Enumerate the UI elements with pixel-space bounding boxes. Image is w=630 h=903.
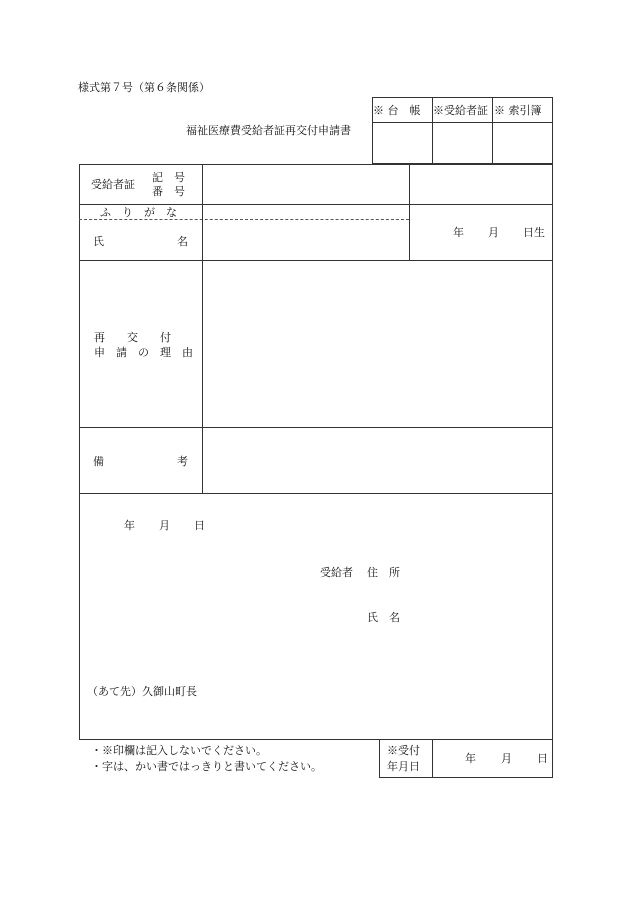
birth-day-label: 日生 bbox=[523, 226, 545, 239]
application-month-label: 月 bbox=[159, 519, 170, 532]
office-index-field[interactable] bbox=[493, 123, 552, 163]
office-ledger-label: ※ 台 帳 bbox=[373, 104, 421, 117]
footer-note-1: ・※印欄は記入しないでください。 bbox=[91, 744, 267, 757]
application-day-label: 日 bbox=[194, 519, 205, 532]
birthdate-field[interactable] bbox=[411, 206, 551, 259]
row-divider-reason bbox=[79, 427, 553, 428]
application-year-label: 年 bbox=[124, 519, 135, 532]
row-divider-name bbox=[79, 260, 553, 261]
cert-label: 受給者証 bbox=[91, 178, 135, 191]
receipt-label-1: ※受付 bbox=[387, 744, 420, 757]
receipt-month-label: 月 bbox=[501, 752, 512, 765]
applicant-name-label: 氏 名 bbox=[367, 611, 400, 624]
application-date-field[interactable] bbox=[100, 515, 210, 535]
row-divider-remarks bbox=[79, 493, 553, 494]
cert-number-field[interactable] bbox=[204, 166, 408, 203]
receipt-date-field[interactable] bbox=[434, 741, 552, 777]
applicant-label: 受給者 bbox=[320, 566, 353, 579]
receipt-year-label: 年 bbox=[465, 752, 476, 765]
birth-month-label: 月 bbox=[488, 226, 499, 239]
applicant-name-field[interactable] bbox=[405, 607, 545, 627]
office-cert-field[interactable] bbox=[433, 123, 491, 163]
receipt-divider bbox=[432, 739, 433, 778]
furigana-label: ふ り が な bbox=[100, 206, 177, 219]
cert-kigou-label: 記 号 bbox=[152, 171, 185, 184]
office-cert-label: ※受給者証 bbox=[433, 104, 488, 117]
reason-field[interactable] bbox=[204, 262, 551, 426]
office-ledger-field[interactable] bbox=[373, 123, 431, 163]
reason-label-line2: 申 請 の 理 由 bbox=[94, 346, 193, 359]
remarks-field[interactable] bbox=[204, 429, 551, 492]
remarks-label-1: 備 bbox=[93, 455, 104, 468]
name-label-2: 名 bbox=[177, 235, 188, 248]
form-title: 福祉医療費受給者証再交付申請書 bbox=[186, 124, 351, 137]
birthdate-column-divider bbox=[409, 164, 410, 260]
birth-year-label: 年 bbox=[453, 226, 464, 239]
footer-note-2: ・字は、かい書ではっきりと書いてください。 bbox=[91, 760, 322, 773]
applicant-address-label: 住 所 bbox=[367, 566, 400, 579]
name-label-1: 氏 bbox=[93, 235, 104, 248]
row-divider-cert bbox=[79, 204, 553, 205]
receipt-day-label: 日 bbox=[537, 752, 548, 765]
addressee: （あて先）久御山町長 bbox=[87, 685, 197, 698]
label-column-divider bbox=[202, 164, 203, 493]
furigana-field[interactable] bbox=[204, 206, 408, 218]
cert-extra-field[interactable] bbox=[411, 166, 551, 203]
form-number: 様式第７号（第６条関係） bbox=[78, 81, 210, 94]
applicant-address-field[interactable] bbox=[405, 562, 545, 582]
cert-bangou-label: 番 号 bbox=[152, 185, 185, 198]
reason-label-line1: 再 交 付 bbox=[94, 331, 171, 344]
furigana-divider bbox=[79, 219, 409, 220]
receipt-label-2: 年月日 bbox=[387, 760, 420, 773]
office-index-label: ※ 索引簿 bbox=[494, 104, 542, 117]
name-field[interactable] bbox=[204, 221, 408, 259]
remarks-label-2: 考 bbox=[177, 455, 188, 468]
